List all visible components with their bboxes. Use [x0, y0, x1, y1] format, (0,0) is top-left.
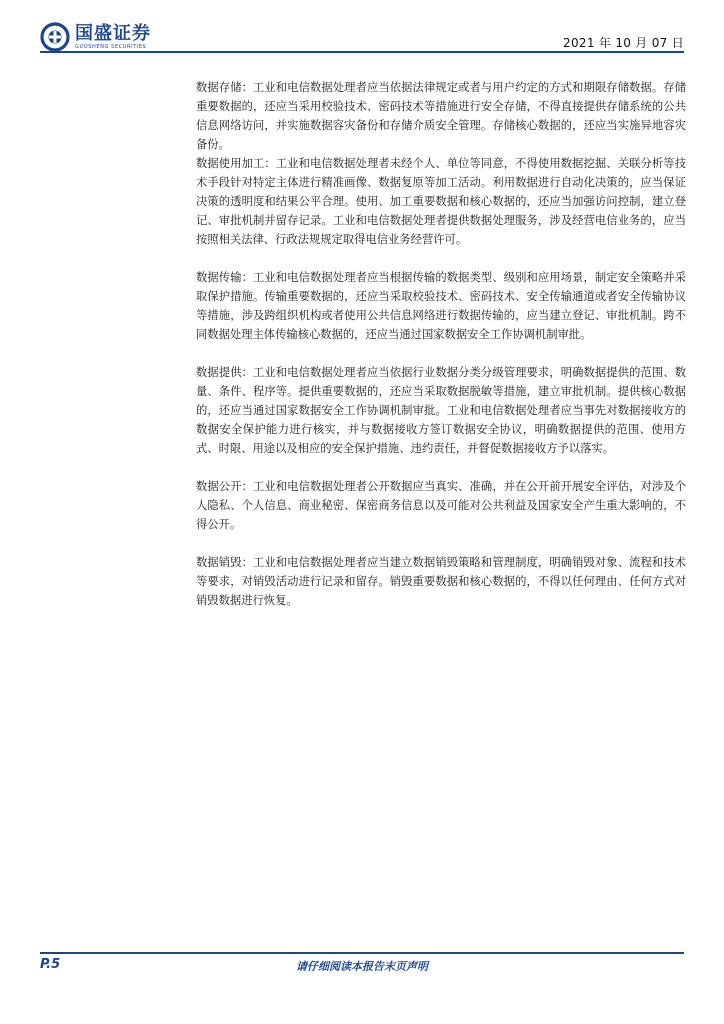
guosheng-logo-icon: [40, 22, 70, 52]
footer-disclaimer: 请仔细阅读本报告末页声明: [296, 960, 428, 973]
page-header: [0, 0, 724, 56]
paragraph-data-transmission: 数据传输：工业和电信数据处理者应当根据传输的数据类型、级别和应用场景，制定安全策略并采取保护措施。传输重要数据的，还应当采取校验技术、密码技术、安全传输通道或者安全传输协议等措施，涉及跨组织机构或者使用公共信息网络进行数据传输的，应当建立登记、审批机制。跨不同数据处理主体传输核心数据的，还应当通过国家数据安全工作协调机制审批。: [196, 271, 686, 341]
logo-name: 国盛证券: [75, 22, 151, 44]
paragraph-data-storage: 数据存储：工业和电信数据处理者应当依据法律规定或者与用户约定的方式和期限存储数据。存储重要数据的，还应当采用校验技术、密码技术等措施进行安全存储，不得直接提供存储系统的公共信息网络访问，并实施数据容灾备份和存储介质安全管理。存储核心数据的，还应当实施异地容灾备份。: [196, 81, 686, 151]
logo-subtitle: GUOSHENG SECURITIES: [75, 43, 147, 50]
footer-divider: [40, 952, 684, 954]
paragraph-data-provision: 数据提供：工业和电信数据处理者应当依据行业数据分类分级管理要求，明确数据提供的范围、数量、条件、程序等。提供重要数据的，还应当采取数据脱敏等措施，建立审批机制。提供核心数据的，还应当通过国家数据安全工作协调机制审批。工业和电信数据处理者应当事先对数据接收方的数据安全保护能力进行核实，并与数据接收方签订数据安全协议，明确数据提供的范围、使用方式、时限、用途以及相应的安全保护措施、违约责任，并督促数据接收方予以落实。: [196, 366, 686, 455]
report-date: 2021 年 10 月 07 日: [563, 36, 684, 50]
company-logo: [40, 20, 151, 54]
paragraph-data-disclosure: 数据公开：工业和电信数据处理者公开数据应当真实、准确，并在公开前开展安全评估，对涉及个人隐私、个人信息、商业秘密、保密商务信息以及可能对公共利益及国家安全产生重大影响的，不得公开。: [196, 480, 686, 531]
report-body: [196, 78, 686, 610]
page-number: P.5: [40, 957, 61, 972]
paragraph-data-destruction: 数据销毁：工业和电信数据处理者应当建立数据销毁策略和管理制度，明确销毁对象、流程和技术等要求，对销毁活动进行记录和留存。销毁重要数据和核心数据的，不得以任何理由、任何方式对销毁数据进行恢复。: [196, 556, 686, 607]
paragraph-data-use-processing: 数据使用加工：工业和电信数据处理者未经个人、单位等同意，不得使用数据挖掘、关联分析等技术手段针对特定主体进行精准画像、数据复原等加工活动。利用数据进行自动化决策的，应当保证决策的透明度和结果公平合理。使用、加工重要数据和核心数据的，还应当加强访问控制，建立登记、审批机制并留存记录。工业和电信数据处理者提供数据处理服务，涉及经营电信业务的，应当按照相关法律、行政法规规定取得电信业务经营许可。: [196, 157, 686, 246]
header-divider: [40, 51, 684, 53]
